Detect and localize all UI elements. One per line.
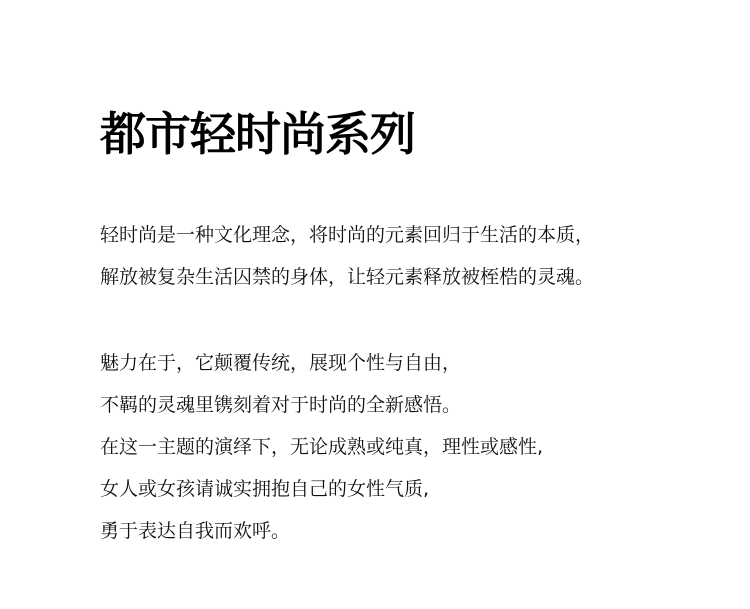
charm-paragraph [100, 342, 543, 552]
page-title: 都市轻时尚系列 [100, 107, 415, 161]
paragraph-line: 不羁的灵魂里镌刻着对于时尚的全新感悟。 [100, 394, 462, 416]
paragraph-line: 魅力在于，它颠覆传统，展现个性与自由， [100, 352, 462, 374]
intro-paragraph [100, 214, 594, 298]
paragraph-line: 解放被复杂生活囚禁的身体，让轻元素释放被桎梏的灵魂。 [100, 266, 595, 288]
paragraph-line: 轻时尚是一种文化理念，将时尚的元素回归于生活的本质， [100, 224, 595, 246]
paragraph-line: 勇于表达自我而欢呼。 [100, 520, 291, 542]
paragraph-line: 女人或女孩请诚实拥抱自己的女性气质, [100, 478, 430, 500]
paragraph-line: 在这一主题的演绎下，无论成熟或纯真，理性或感性, [100, 436, 544, 458]
